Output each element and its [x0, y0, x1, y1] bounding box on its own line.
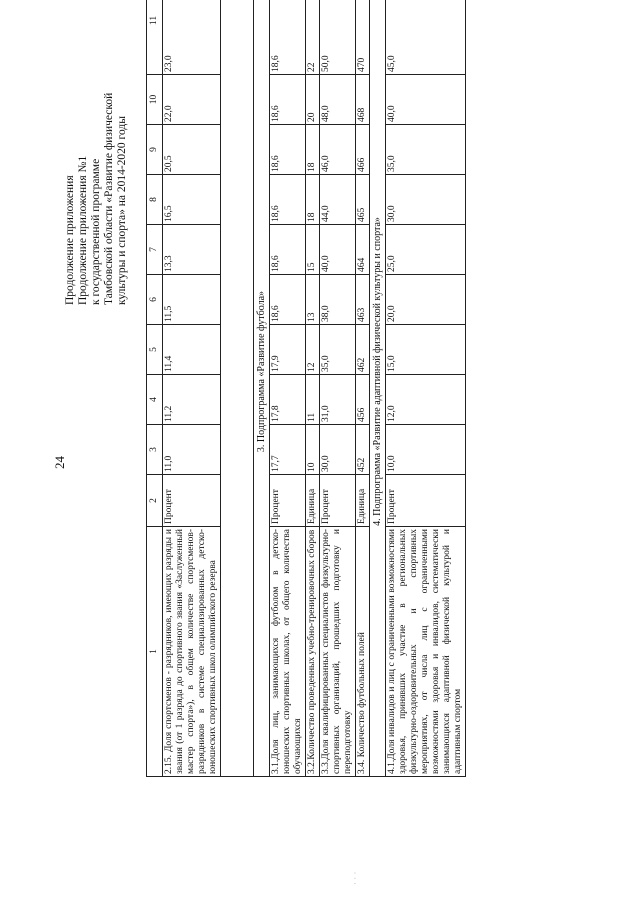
column-number: 6: [147, 275, 163, 325]
value-cell: 50,0: [320, 0, 356, 75]
value-cell: 22: [306, 0, 320, 75]
indicator-label: 3.1.Доля лиц, занимающихся футболом в детско-юношеских спортивных школах, от общего количества обучающихся: [270, 527, 306, 777]
value-cell: 470: [356, 0, 370, 75]
table-row: [270, 0, 306, 777]
value-cell: 13,3: [163, 225, 221, 275]
unit-cell: Процент: [320, 475, 356, 527]
value-cell: 40,0: [320, 225, 356, 275]
value-cell: 30,0: [386, 175, 466, 225]
value-cell: 35,0: [386, 125, 466, 175]
value-cell: 22,0: [163, 75, 221, 125]
value-cell: 18,6: [270, 225, 306, 275]
value-cell: 18,6: [270, 275, 306, 325]
unit-cell: Процент: [386, 475, 466, 527]
value-cell: 452: [356, 425, 370, 475]
value-cell: 466: [356, 125, 370, 175]
value-cell: 45,0: [386, 0, 466, 75]
value-cell: 20,0: [386, 275, 466, 325]
value-cell: 38,0: [320, 275, 356, 325]
value-cell: 11,0: [163, 425, 221, 475]
header-line: Продолжение приложения №1: [77, 155, 89, 305]
indicator-label: 4.1.Доля инвалидов и лиц с ограниченными возможностями здоровья, принявших участие в региональных физкультурно-оздоровительных и спортивных мероприятиях, от числа лиц с ограниченными возможностями здоровья и инвалидов, систематически занимающихся адаптивной физической культурой и адаптивным спортом: [386, 527, 466, 777]
section-title: 3. Подпрограмма «Развитие футбола»: [254, 0, 270, 777]
column-number: 7: [147, 225, 163, 275]
value-cell: 23,0: [163, 0, 221, 75]
value-cell: 31,0: [320, 375, 356, 425]
value-cell: 465: [356, 175, 370, 225]
value-cell: 18,6: [270, 75, 306, 125]
value-cell: 11,2: [163, 375, 221, 425]
value-cell: 468: [356, 75, 370, 125]
value-cell: 464: [356, 225, 370, 275]
table-row: [306, 0, 320, 777]
value-cell: 11: [306, 375, 320, 425]
column-number: 1: [147, 527, 163, 777]
value-cell: 12,0: [386, 375, 466, 425]
blank-row: [221, 0, 254, 777]
indicator-label: 3.4. Количество футбольных полей: [356, 527, 370, 777]
unit-cell: Процент: [163, 475, 221, 527]
value-cell: 20: [306, 75, 320, 125]
value-cell: 18: [306, 175, 320, 225]
indicators-table: [146, 0, 466, 777]
column-number: 2: [147, 475, 163, 527]
value-cell: 25,0: [386, 225, 466, 275]
column-number: 4: [147, 375, 163, 425]
section-title: 4. Подпрограмма «Развитие адаптивной физической культуры и спорта»: [370, 0, 386, 777]
value-cell: 18,6: [270, 175, 306, 225]
header-line: Тамбовской области «Развитие физической: [103, 92, 115, 305]
value-cell: 10,0: [386, 425, 466, 475]
column-number: 8: [147, 175, 163, 225]
column-number: 5: [147, 325, 163, 375]
unit-cell: Единица: [306, 475, 320, 527]
blank-cell: [221, 0, 254, 777]
section-row: [254, 0, 270, 777]
value-cell: 40,0: [386, 75, 466, 125]
page-number: 24: [52, 456, 67, 469]
value-cell: 18,6: [270, 125, 306, 175]
indicator-label: 3.3.Доля квалифицированных специалистов физкультурно-спортивных организаций, прошедших подготовку и переподготовку: [320, 527, 356, 777]
column-number: 3: [147, 425, 163, 475]
unit-cell: Единица: [356, 475, 370, 527]
value-cell: 20,5: [163, 125, 221, 175]
value-cell: 46,0: [320, 125, 356, 175]
value-cell: 456: [356, 375, 370, 425]
table-row: [356, 0, 370, 777]
scan-noise: · · ·: [350, 871, 360, 885]
column-number: 10: [147, 75, 163, 125]
column-number: 11: [147, 0, 163, 75]
value-cell: 15: [306, 225, 320, 275]
value-cell: 18,6: [270, 0, 306, 75]
value-cell: 11,4: [163, 325, 221, 375]
section-row: [370, 0, 386, 777]
value-cell: 15,0: [386, 325, 466, 375]
value-cell: 16,5: [163, 175, 221, 225]
column-number-row: [147, 0, 163, 777]
value-cell: 463: [356, 275, 370, 325]
value-cell: 30,0: [320, 425, 356, 475]
appendix-header: [64, 5, 129, 305]
column-number: 9: [147, 125, 163, 175]
header-line: Продолжение приложения: [64, 175, 76, 305]
value-cell: 17,8: [270, 375, 306, 425]
value-cell: 48,0: [320, 75, 356, 125]
value-cell: 17,7: [270, 425, 306, 475]
value-cell: 18: [306, 125, 320, 175]
table-row: [320, 0, 356, 777]
value-cell: 462: [356, 325, 370, 375]
value-cell: 11,5: [163, 275, 221, 325]
header-line: к государственной программе: [90, 158, 102, 305]
value-cell: 13: [306, 275, 320, 325]
value-cell: 10: [306, 425, 320, 475]
table-row: [163, 0, 221, 777]
header-line: культуры и спорта» на 2014-2020 годы: [116, 116, 128, 305]
indicator-label: 2.15. Доля спортсменов - разрядников, имеющих разряды и звания (от 1 разряда до спортивного звания «Заслуженный мастер спорта»), в общем количестве спортсменов-разрядников в системе специализированных детско-юношеских спортивных школ олимпийского резерва: [163, 527, 221, 777]
unit-cell: Процент: [270, 475, 306, 527]
indicator-label: 3.2.Количество проведенных учебно-тренировочных сборов: [306, 527, 320, 777]
value-cell: 35,0: [320, 325, 356, 375]
value-cell: 12: [306, 325, 320, 375]
table-row: [386, 0, 466, 777]
value-cell: 44,0: [320, 175, 356, 225]
value-cell: 17,9: [270, 325, 306, 375]
